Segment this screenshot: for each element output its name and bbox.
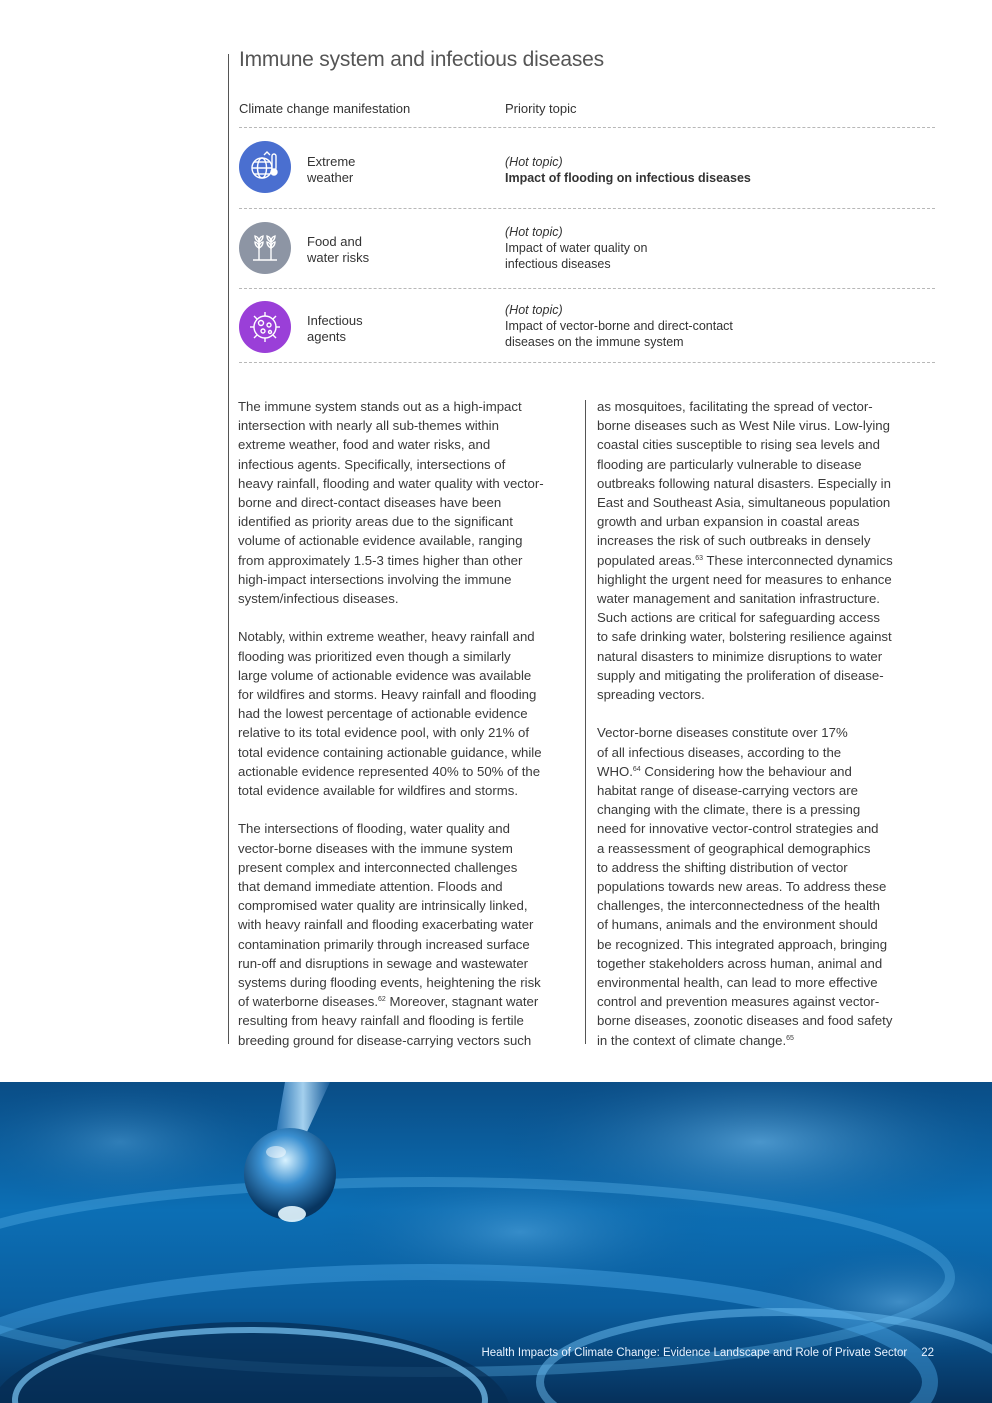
footnote-ref: 65 xyxy=(786,1034,794,1042)
priority-topic: (Hot topic) Impact of flooding on infectious diseases xyxy=(505,155,751,185)
report-subtitle: Evidence Landscape and Role of Private Sector xyxy=(659,1347,908,1359)
wheat-icon xyxy=(239,222,291,274)
paragraph: The intersections of flooding, water quality and vector-borne diseases with the immune system present complex and interconnected challenges that demand immediate attention. Floods and compromised water quality are intrinsically linked, with heavy rainfall and flooding exacerbating water contamination primarily through increased surface run-off and disruptions in sewage and wastewater systems during flooding events, heightening the risk of waterborne diseases.$^{62}$ Moreover, stagnant water resulting from heavy rainfall and flooding is fertile breeding ground for disease-carrying vectors such xyxy=(238,821,541,1048)
table-row xyxy=(239,301,935,357)
page-title: Immune system and infectious diseases xyxy=(239,48,604,71)
table-divider xyxy=(239,362,935,363)
table-header-topic: Priority topic xyxy=(505,101,577,116)
priority-topic: (Hot topic) Impact of vector-borne and direct-contact diseases on the immune system xyxy=(505,303,733,349)
table-row xyxy=(239,222,935,278)
manifestation-label: Infectious agents xyxy=(307,313,363,344)
priority-topic: (Hot topic) Impact of water quality on infectious diseases xyxy=(505,225,648,271)
column-separator xyxy=(585,400,586,1044)
virus-icon xyxy=(239,301,291,353)
body-column-left xyxy=(238,397,578,1050)
globe-thermometer-icon xyxy=(239,141,291,193)
table-header-manifestation: Climate change manifestation xyxy=(239,101,411,116)
manifestation-label: Food and water risks xyxy=(307,234,370,265)
footnote-ref: 63 xyxy=(695,554,704,562)
page-number: 22 xyxy=(921,1347,934,1359)
paragraph: as mosquitoes, facilitating the spread of vector- borne diseases such as West Nile virus. Low-lying coastal cities susceptible to rising sea levels and flooding are particularly vulnerable to disease outbreaks following natural disasters. Especially in East and Southeast Asia, simultaneous population growth and urban expansion in coastal areas increases the risk of such outbreaks in densely populated areas.$^{63}$ These interconnected dynamics highlight the urgent need for measures to enhance water management and sanitation infrastructure. Such actions are critical for safeguarding access to safe drinking water, bolstering resilience against natural disasters to minimize disruptions to water supply and mitigating the proliferation of disease- spreading vectors. xyxy=(597,399,893,703)
page-footer xyxy=(481,1347,934,1359)
report-title: Health Impacts of Climate Change: xyxy=(481,1347,660,1359)
footnote-ref: 64 xyxy=(632,765,641,773)
paragraph: Notably, within extreme weather, heavy rainfall and flooding was prioritized even though a similarly large volume of actionable evidence was available for wildfires and storms. Heavy rainfall and flooding had the lowest percentage of actionable evidence relative to its total evidence pool, with only 21% of total evidence containing actionable guidance, while actionable evidence represented 40% to 50% of the total evidence available for wildfires and storms. xyxy=(238,629,542,799)
paragraph: Vector-borne diseases constitute over 17% of all infectious diseases, according to the WHO.$^{64}$ Considering how the behaviour and habitat range of disease-carrying vectors are changing with the climate, there is a pressing need for innovative vector-control strategies and a reassessment of geographical demographics to address the shifting distribution of vector populations towards new areas. To address these challenges, the interconnectedness of the health of humans, animals and the environment should be recognized. This integrated approach, bringing together stakeholders across human, animal and environmental health, can lead to more effective control and prevention measures against vector- borne diseases, zoonotic diseases and food safety in the context of climate change.$^{65}$ xyxy=(597,725,893,1048)
table-divider xyxy=(239,288,935,289)
table-divider xyxy=(239,127,935,128)
table-divider xyxy=(239,208,935,209)
footnote-ref: 62 xyxy=(378,996,386,1004)
body-column-right xyxy=(597,397,937,1050)
table-row xyxy=(239,141,935,197)
section-rule xyxy=(228,54,229,1044)
paragraph: The immune system stands out as a high-impact intersection with nearly all sub-themes within extreme weather, food and water risks, and infectious agents. Specifically, intersections of heavy rainfall, flooding and water quality with vector- borne and direct-contact diseases have been identified as priority areas due to the significant volume of actionable evidence available, ranging from approximately 1.5-3 times higher than other high-impact intersections involving the immune system/infectious diseases. xyxy=(238,399,544,607)
manifestation-label: Extreme weather xyxy=(307,154,356,185)
